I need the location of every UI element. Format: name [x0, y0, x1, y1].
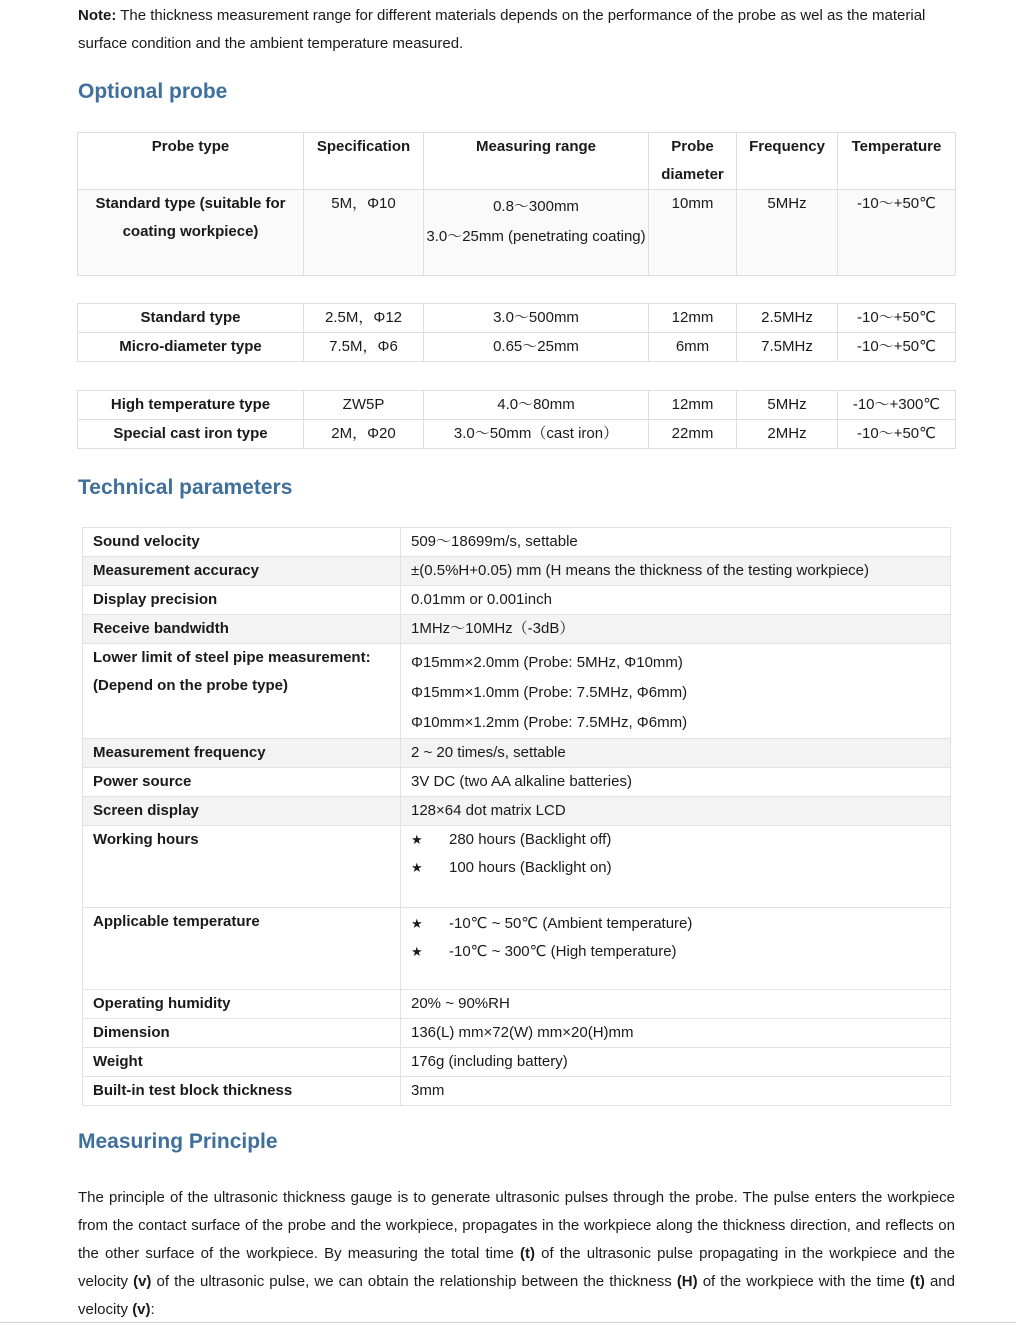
table-row [83, 797, 951, 826]
table-row [83, 908, 951, 990]
table-row [78, 304, 956, 333]
principle-paragraph [78, 1184, 955, 1324]
cell-probe-type: Standard type (suitable for coating workpiece) [78, 190, 304, 276]
table-row [83, 768, 951, 797]
cell-specification: 5M，Φ10 [304, 190, 424, 276]
symbol-velocity: (v) [133, 1273, 152, 1290]
param-value: 136(L) mm×72(W) mm×20(H)mm [401, 1019, 951, 1048]
param-value: 128×64 dot matrix LCD [401, 797, 951, 826]
param-value: 176g (including battery) [401, 1048, 951, 1077]
cell-frequency: 2MHz [737, 420, 838, 449]
star-icon: ★ [411, 832, 423, 847]
param-label-line: Lower limit of steel pipe measurement: [93, 649, 371, 666]
bullet-text: -10℃ ~ 50℃ (Ambient temperature) [449, 915, 693, 932]
note-text: The thickness measurement range for different materials depends on the performance of the probe as wel as the material surface condition and the ambient temperature measured. [78, 7, 926, 52]
table-row [83, 739, 951, 768]
param-value: 1MHz～10MHz（-3dB） [401, 615, 951, 644]
bullet-line [411, 910, 950, 938]
pipe-limit-line: Φ15mm×1.0mm (Probe: 7.5MHz, Φ6mm) [411, 684, 688, 701]
cell-diameter: 6mm [649, 333, 737, 362]
principle-text: of the workpiece with the time [697, 1273, 910, 1290]
param-label: Power source [83, 768, 401, 797]
header-probe-type: Probe type [78, 133, 304, 190]
star-icon: ★ [411, 944, 423, 959]
table-row [78, 333, 956, 362]
param-label: Built-in test block thickness [83, 1077, 401, 1106]
bullet-line [411, 938, 950, 966]
cell-frequency: 5MHz [737, 391, 838, 420]
param-label: Receive bandwidth [83, 615, 401, 644]
cell-temperature: -10～+300℃ [838, 391, 956, 420]
cell-specification: 2.5M，Φ12 [304, 304, 424, 333]
principle-text: of the ultrasonic pulse propagating in the workpiece and the velocity [78, 1245, 955, 1290]
param-label: Operating humidity [83, 990, 401, 1019]
pipe-limit-line: Φ15mm×2.0mm (Probe: 5MHz, Φ10mm) [411, 654, 683, 671]
probe-header-row [78, 133, 956, 190]
bullet-line [411, 854, 950, 882]
header-specification: Specification [304, 133, 424, 190]
table-row [83, 528, 951, 557]
cell-probe-type: Special cast iron type [78, 420, 304, 449]
cell-probe-type: High temperature type [78, 391, 304, 420]
principle-text: : [150, 1301, 155, 1318]
cell-measuring-range: 3.0～500mm [424, 304, 649, 333]
table-row [83, 1019, 951, 1048]
cell-temperature: -10～+50℃ [838, 190, 956, 276]
cell-specification: ZW5P [304, 391, 424, 420]
table-row [83, 1048, 951, 1077]
optional-probe-heading: Optional probe [78, 80, 228, 103]
symbol-thickness: (H) [676, 1273, 698, 1290]
param-label: Sound velocity [83, 528, 401, 557]
param-value: ±(0.5%H+0.05) mm (H means the thickness of the testing workpiece) [401, 557, 951, 586]
cell-measuring-range: 3.0～50mm（cast iron） [424, 420, 649, 449]
table-row [83, 615, 951, 644]
cell-specification: 7.5M，Φ6 [304, 333, 424, 362]
bullet-text: -10℃ ~ 300℃ (High temperature) [449, 943, 677, 960]
cell-frequency: 2.5MHz [737, 304, 838, 333]
cell-diameter: 12mm [649, 391, 737, 420]
cell-measuring-range [424, 190, 649, 276]
range-line: 3.0～25mm (penetrating coating) [426, 228, 646, 245]
bullet-text: 280 hours (Backlight off) [449, 831, 612, 848]
param-label: Measurement frequency [83, 739, 401, 768]
principle-text: The principle of the ultrasonic thickness gauge is to generate ultrasonic pulses through the probe. The pulse enters the workpiece from the contact surface of the probe and the workpiece, propagates in the workpiece along the thickness direction, and reflects on the other surface of the workpiece. By measuring the total time [78, 1189, 955, 1262]
param-value: 0.01mm or 0.001inch [401, 586, 951, 615]
param-value: 20% ~ 90%RH [401, 990, 951, 1019]
cell-measuring-range: 0.65～25mm [424, 333, 649, 362]
cell-temperature: -10～+50℃ [838, 304, 956, 333]
cell-temperature: -10～+50℃ [838, 333, 956, 362]
probe-table-special [77, 390, 956, 449]
symbol-time: (t) [519, 1245, 535, 1262]
technical-parameters-table [82, 527, 951, 1106]
table-row [83, 1077, 951, 1106]
table-row [78, 391, 956, 420]
param-value: 509～18699m/s, settable [401, 528, 951, 557]
cell-specification: 2M，Φ20 [304, 420, 424, 449]
cell-diameter: 10mm [649, 190, 737, 276]
cell-frequency: 7.5MHz [737, 333, 838, 362]
header-measuring-range: Measuring range [424, 133, 649, 190]
star-icon: ★ [411, 860, 423, 875]
cell-measuring-range: 4.0～80mm [424, 391, 649, 420]
bullet-line [411, 826, 950, 854]
cell-temperature: -10～+50℃ [838, 420, 956, 449]
cell-probe-type: Micro-diameter type [78, 333, 304, 362]
principle-text: and velocity [78, 1273, 955, 1318]
param-value: 3V DC (two AA alkaline batteries) [401, 768, 951, 797]
param-label: Display precision [83, 586, 401, 615]
header-probe-diameter: Probe diameter [649, 133, 737, 190]
table-row [78, 190, 956, 276]
param-label: Applicable temperature [83, 908, 401, 990]
cell-diameter: 12mm [649, 304, 737, 333]
table-row [83, 990, 951, 1019]
measuring-principle-heading: Measuring Principle [78, 1130, 278, 1153]
param-value [401, 644, 951, 739]
param-label: Screen display [83, 797, 401, 826]
param-label: Measurement accuracy [83, 557, 401, 586]
cell-diameter: 22mm [649, 420, 737, 449]
cell-frequency: 5MHz [737, 190, 838, 276]
pipe-limit-line: Φ10mm×1.2mm (Probe: 7.5MHz, Φ6mm) [411, 714, 688, 731]
note-paragraph [78, 2, 958, 58]
symbol-time: (t) [909, 1273, 925, 1290]
probe-table-main [77, 132, 956, 276]
param-label: Working hours [83, 826, 401, 908]
table-row [83, 644, 951, 739]
star-icon: ★ [411, 916, 423, 931]
principle-text: of the ultrasonic pulse, we can obtain the relationship between the thickness [151, 1273, 677, 1290]
table-row [83, 586, 951, 615]
param-value [401, 826, 951, 908]
param-value: 3mm [401, 1077, 951, 1106]
param-value: 2 ~ 20 times/s, settable [401, 739, 951, 768]
bullet-text: 100 hours (Backlight on) [449, 859, 612, 876]
cell-probe-type: Standard type [78, 304, 304, 333]
page-bottom-divider [0, 1322, 1016, 1323]
table-row [83, 557, 951, 586]
table-row [78, 420, 956, 449]
note-label: Note: [78, 7, 117, 24]
param-label: Dimension [83, 1019, 401, 1048]
header-frequency: Frequency [737, 133, 838, 190]
param-label-line: (Depend on the probe type) [93, 677, 288, 694]
param-label: Weight [83, 1048, 401, 1077]
technical-parameters-heading: Technical parameters [78, 476, 293, 499]
param-value [401, 908, 951, 990]
header-temperature: Temperature [838, 133, 956, 190]
symbol-velocity: (v) [132, 1301, 151, 1318]
probe-table-standard [77, 303, 956, 362]
range-line: 0.8～300mm [493, 198, 579, 215]
param-label [83, 644, 401, 739]
table-row [83, 826, 951, 908]
